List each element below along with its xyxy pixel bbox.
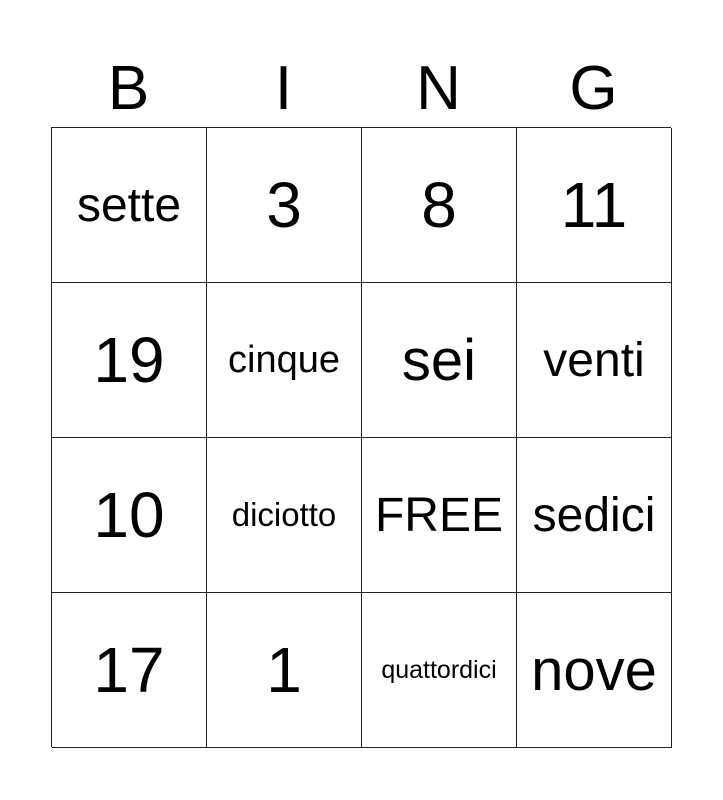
bingo-cell-r3-c4[interactable]: sedici xyxy=(517,438,672,593)
bingo-cell-r3-c1[interactable]: 10 xyxy=(52,438,207,593)
bingo-cell-r3-c2[interactable]: diciotto xyxy=(207,438,362,593)
bingo-cell-r1-c3[interactable]: 8 xyxy=(362,128,517,283)
header-letter-g: G xyxy=(569,54,618,123)
header-letter-i: I xyxy=(274,54,293,123)
bingo-cell-r1-c1[interactable]: sette xyxy=(52,128,207,283)
bingo-cell-r2-c2[interactable]: cinque xyxy=(207,283,362,438)
bingo-cell-r4-c1[interactable]: 17 xyxy=(52,593,207,748)
bingo-cell-r2-c4[interactable]: venti xyxy=(517,283,672,438)
bingo-cell-r4-c3[interactable]: quattordici xyxy=(362,593,517,748)
bingo-cell-r2-c1[interactable]: 19 xyxy=(52,283,207,438)
bingo-cell-r1-c2[interactable]: 3 xyxy=(207,128,362,283)
bingo-cell-r4-c2[interactable]: 1 xyxy=(207,593,362,748)
bingo-cell-r4-c4[interactable]: nove xyxy=(517,593,672,748)
free-space-cell[interactable]: FREE xyxy=(362,438,517,593)
header-letter-b: B xyxy=(107,54,150,123)
bingo-grid xyxy=(51,127,671,747)
header-letter-n: N xyxy=(416,54,461,123)
bingo-header xyxy=(51,50,671,128)
bingo-cell-r2-c3[interactable]: sei xyxy=(362,283,517,438)
bingo-cell-r1-c4[interactable]: 11 xyxy=(517,128,672,283)
